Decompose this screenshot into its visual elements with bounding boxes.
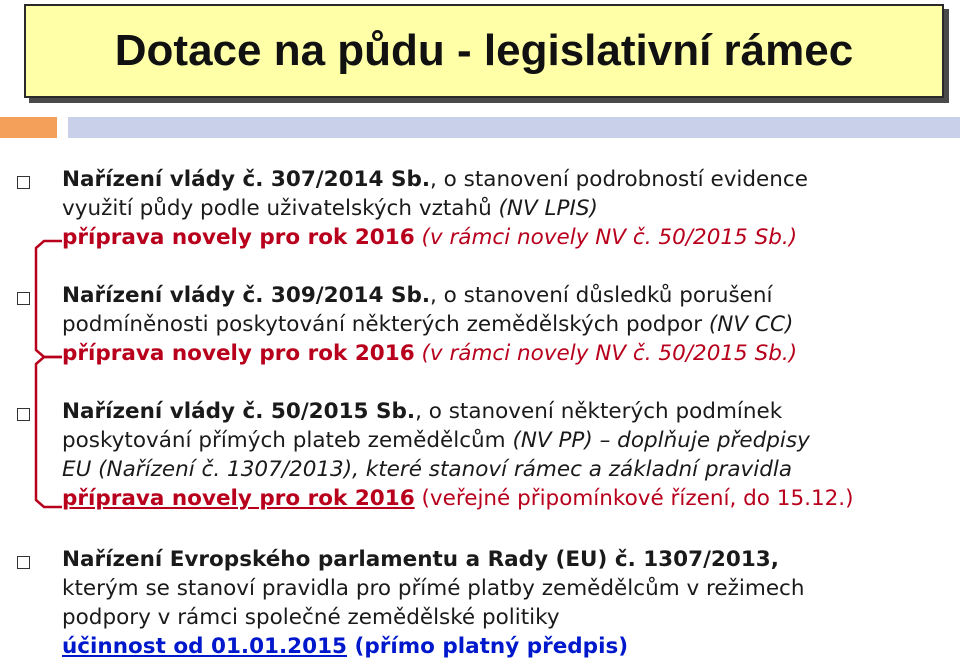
list-item-nv-lpis [62,165,947,252]
regulation-name: Nařízení Evropského parlamentu a Rady (EU) č. 1307/2013, [62,547,779,572]
regulation-description: podpory v rámci společné zemědělské politiky [62,605,560,630]
regulation-description: využití půdy podle uživatelských vztahů [62,196,499,221]
regulation-description: poskytování přímých plateb zemědělcům [62,428,513,453]
amendment-detail: (v rámci novely NV č. 50/2015 Sb.) [414,225,798,250]
regulation-abbreviation: (NV CC) [708,312,794,337]
bullet-checkbox-icon [17,176,30,189]
amendment-note: příprava novely pro rok 2016 [62,341,415,366]
regulation-description: , o stanovení důsledků porušení [430,283,773,308]
bullet-checkbox-icon [17,292,30,305]
bracket-bottom [36,357,62,507]
regulation-name: Nařízení vlády č. 309/2014 Sb. [62,283,431,308]
page-title: Dotace na půdu - legislativní rámec [114,26,854,75]
regulation-description: kterým se stanoví pravidla pro přímé platby zemědělcům v režimech [62,576,805,601]
regulation-abbreviation: (NV LPIS) [498,196,598,221]
effect-date-note: účinnost od 01.01.2015 [62,634,348,659]
amendment-note: příprava novely pro rok 2016 [62,225,415,250]
amendment-detail: (v rámci novely NV č. 50/2015 Sb.) [414,341,798,366]
bullet-checkbox-icon [17,556,30,569]
regulation-description: , o stanovení podrobností evidence [430,167,808,192]
amendment-detail: (veřejné připomínkové řízení, do 15.12.) [414,486,854,511]
list-item-eu-1307 [62,545,947,661]
bracket-top [36,241,62,357]
regulation-name: Nařízení vlády č. 50/2015 Sb. [62,399,416,424]
regulation-name: Nařízení vlády č. 307/2014 Sb. [62,167,431,192]
list-item-nv-pp [62,397,947,513]
bullet-checkbox-icon [17,408,30,421]
regulation-description: EU (Nařízení č. 1307/2013), které stanoví rámec a základní pravidla [62,457,793,482]
regulation-description: podmíněnosti poskytování některých zemědělských podpor [62,312,709,337]
list-item-nv-cc [62,281,947,368]
amendment-note: příprava novely pro rok 2016 [62,486,415,511]
regulation-abbreviation: (NV PP) – doplňuje předpisy [512,428,810,453]
regulation-description: , o stanovení některých podmínek [415,399,783,424]
effect-detail: (přímo platný předpis) [347,634,629,659]
